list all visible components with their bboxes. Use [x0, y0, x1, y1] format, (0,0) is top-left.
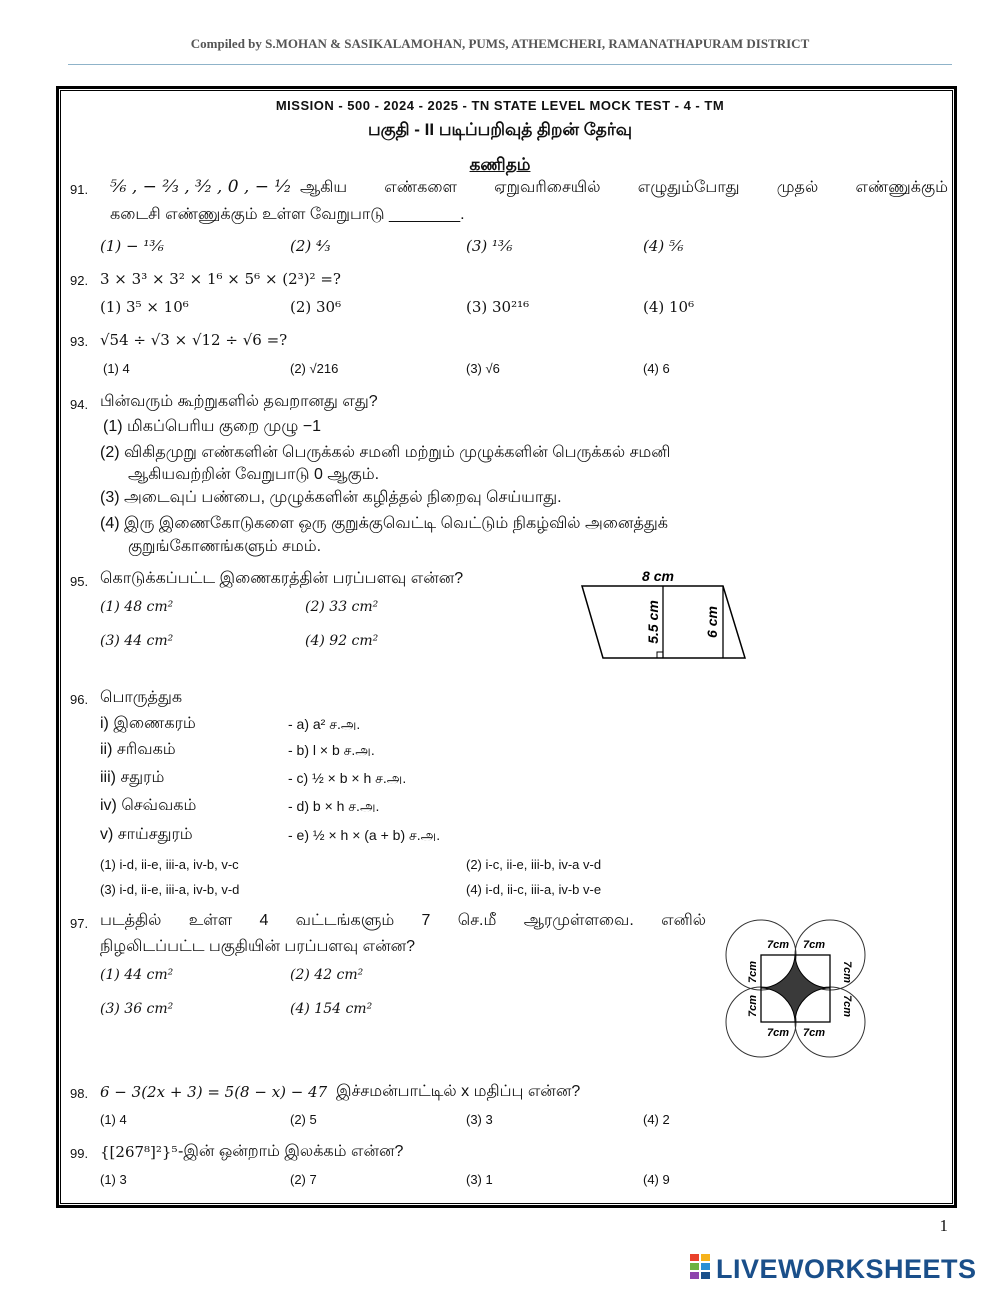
option-4[interactable]: (4) ⁵⁄₆: [643, 237, 684, 255]
question-text: பொருத்துக: [100, 689, 183, 706]
option-2[interactable]: (2) √216: [290, 361, 339, 376]
liveworksheets-logo-icon: [690, 1254, 712, 1280]
page-header: Compiled by S.MOHAN & SASIKALAMOHAN, PUMS, ATHEMCHERI, RAMANATHAPURAM DISTRICT: [190, 36, 810, 51]
statement-2[interactable]: (2) விகிதமுறு எண்களின் பெருக்கல் சமனி மற்றும் முழுக்களின் பெருக்கல் சமனி: [100, 444, 671, 461]
right-angle-mark: [657, 652, 663, 658]
option-3[interactable]: (3) 36 cm²: [100, 1001, 174, 1017]
option-4[interactable]: (4) 92 cm²: [305, 633, 379, 649]
option-3[interactable]: (3) 1: [466, 1172, 493, 1187]
option-1[interactable]: (1) 3: [100, 1172, 127, 1187]
shaded-region: [761, 955, 830, 1022]
question-text: நிழலிடப்பட்ட பகுதியின் பரப்பளவு என்ன?: [100, 938, 415, 955]
option-4[interactable]: (4) 154 cm²: [290, 1001, 373, 1017]
option-1[interactable]: (1) 48 cm²: [100, 599, 174, 615]
match-right-1: - a) a² ச.அ.: [288, 716, 361, 732]
radius-label: 7cm: [766, 1027, 790, 1039]
option-2[interactable]: (2) 7: [290, 1172, 317, 1187]
question-number: 92.: [70, 273, 89, 288]
match-left-1: i) இணைகரம்: [100, 715, 196, 732]
option-1[interactable]: (1) 44 cm²: [100, 967, 174, 983]
header-rule: [68, 64, 952, 65]
question-number: 97.: [70, 916, 89, 931]
label-side: 6 cm: [704, 606, 720, 638]
radius-label: 7cm: [841, 960, 853, 984]
match-right-5: - e) ½ × h × (a + b) ச.அ.: [288, 827, 441, 843]
question-expression: ⁵⁄₆ , − ²⁄₃ , ³⁄₂ , 0 , − ¹⁄₂: [110, 177, 291, 197]
question-expression: 6 − 3(2x + 3) = 5(8 − x) − 47: [100, 1083, 328, 1101]
test-title: MISSION - 500 - 2024 - 2025 - TN STATE LEVEL MOCK TEST - 4 - TM: [275, 98, 725, 113]
label-height: 5.5 cm: [645, 600, 661, 644]
page-number: 1: [939, 1216, 948, 1235]
option-2[interactable]: (2) 30⁶: [290, 298, 342, 316]
option-1[interactable]: (1) 4: [103, 361, 130, 376]
match-left-5: v) சாய்சதுரம்: [100, 826, 193, 843]
option-2[interactable]: (2) i-c, ii-e, iii-b, iv-a v-d: [466, 857, 602, 872]
radius-label: 7cm: [766, 939, 790, 951]
match-left-4: iv) செவ்வகம்: [100, 797, 197, 814]
question-number: 98.: [70, 1086, 89, 1101]
option-3[interactable]: (3) √6: [466, 361, 500, 376]
question-expression: {[267⁸]²}⁵: [100, 1143, 178, 1161]
radius-label: 7cm: [747, 994, 759, 1018]
option-2[interactable]: (2) 42 cm²: [290, 967, 364, 983]
option-1[interactable]: (1) − ¹³⁄₆: [100, 237, 164, 255]
statement-4[interactable]: (4) இரு இணைகோடுகளை ஒரு குறுக்குவெட்டி வெட்டும் நிகழ்வில் அனைத்துக்: [100, 515, 668, 532]
statement-4-cont: குறுங்கோணங்களும் சமம்.: [128, 538, 322, 555]
question-text: படத்தில் உள்ள 4 வட்டங்களும் 7 செ.மீ ஆரமுள்ளவை. எனில்: [100, 912, 706, 929]
option-1[interactable]: (1) i-d, ii-e, iii-a, iv-b, v-c: [100, 857, 239, 872]
option-4[interactable]: (4) 9: [643, 1172, 670, 1187]
option-2[interactable]: (2) ⁴⁄₃: [290, 237, 331, 255]
question-number: 99.: [70, 1146, 89, 1161]
option-4[interactable]: (4) i-d, ii-c, iii-a, iv-b v-e: [466, 882, 602, 897]
question-expression: √54 ÷ √3 × √12 ÷ √6 =?: [100, 331, 288, 349]
question-number: 96.: [70, 692, 89, 707]
question-number: 94.: [70, 397, 89, 412]
liveworksheets-logo[interactable]: LIVEWORKSHEETS: [716, 1254, 977, 1284]
radius-label: 7cm: [802, 939, 826, 951]
question-text: ஆகிய எண்களை ஏறுவரிசையில் எழுதும்போது முதல் எண்ணுக்கும்: [300, 179, 948, 196]
option-1[interactable]: (1) 3⁵ × 10⁶: [100, 298, 189, 316]
question-text: இச்சமன்பாட்டில் x மதிப்பு என்ன?: [336, 1083, 581, 1100]
question-number: 95.: [70, 574, 89, 589]
radius-label: 7cm: [802, 1027, 826, 1039]
option-3[interactable]: (3) 30²¹⁶: [466, 298, 530, 316]
question-number: 93.: [70, 334, 89, 349]
match-right-2: - b) l × b ச.அ.: [288, 742, 375, 758]
radius-label: 7cm: [841, 994, 853, 1018]
option-4[interactable]: (4) 6: [643, 361, 670, 376]
label-top: 8 cm: [642, 568, 674, 584]
option-4[interactable]: (4) 2: [643, 1112, 670, 1127]
question-text: கொடுக்கப்பட்ட இணைகரத்தின் பரப்பளவு என்ன?: [100, 570, 464, 587]
question-text: பின்வரும் கூற்றுகளில் தவறானது எது?: [100, 393, 378, 410]
option-3[interactable]: (3) 3: [466, 1112, 493, 1127]
question-expression: 3 × 3³ × 3² × 1⁶ × 5⁶ × (2³)² =?: [100, 270, 341, 288]
test-subtitle: பகுதி - II படிப்பறிவுத் திறன் தேர்வு: [367, 120, 633, 139]
statement-3[interactable]: (3) அடைவுப் பண்பை, முழுக்களின் கழித்தல் நிறைவு செய்யாது.: [100, 489, 562, 506]
option-1[interactable]: (1) 4: [100, 1112, 127, 1127]
radius-label: 7cm: [747, 960, 759, 984]
question-text: -இன் ஒன்றாம் இலக்கம் என்ன?: [178, 1143, 404, 1160]
question-text: கடைசி எண்ணுக்கும் உள்ள வேறுபாடு ________.: [110, 206, 465, 223]
option-2[interactable]: (2) 5: [290, 1112, 317, 1127]
option-4[interactable]: (4) 10⁶: [643, 298, 695, 316]
option-3[interactable]: (3) i-d, ii-e, iii-a, iv-b, v-d: [100, 882, 240, 897]
section-title: கணிதம்: [469, 155, 531, 174]
match-right-3: - c) ½ × b × h ச.அ.: [288, 770, 407, 786]
match-left-2: ii) சரிவகம்: [100, 741, 176, 758]
parallelogram-figure: [580, 566, 760, 666]
option-3[interactable]: (3) 44 cm²: [100, 633, 174, 649]
statement-1[interactable]: (1) மிகப்பெரிய குறை முழு −1: [103, 418, 322, 435]
match-left-3: iii) சதுரம்: [100, 769, 165, 786]
question-number: 91.: [70, 182, 89, 197]
statement-2-cont: ஆகியவற்றின் வேறுபாடு 0 ஆகும்.: [128, 466, 380, 483]
match-right-4: - d) b × h ச.அ.: [288, 798, 380, 814]
option-3[interactable]: (3) ¹³⁄₆: [466, 237, 513, 255]
four-circles-figure: [718, 912, 868, 1062]
option-2[interactable]: (2) 33 cm²: [305, 599, 379, 615]
